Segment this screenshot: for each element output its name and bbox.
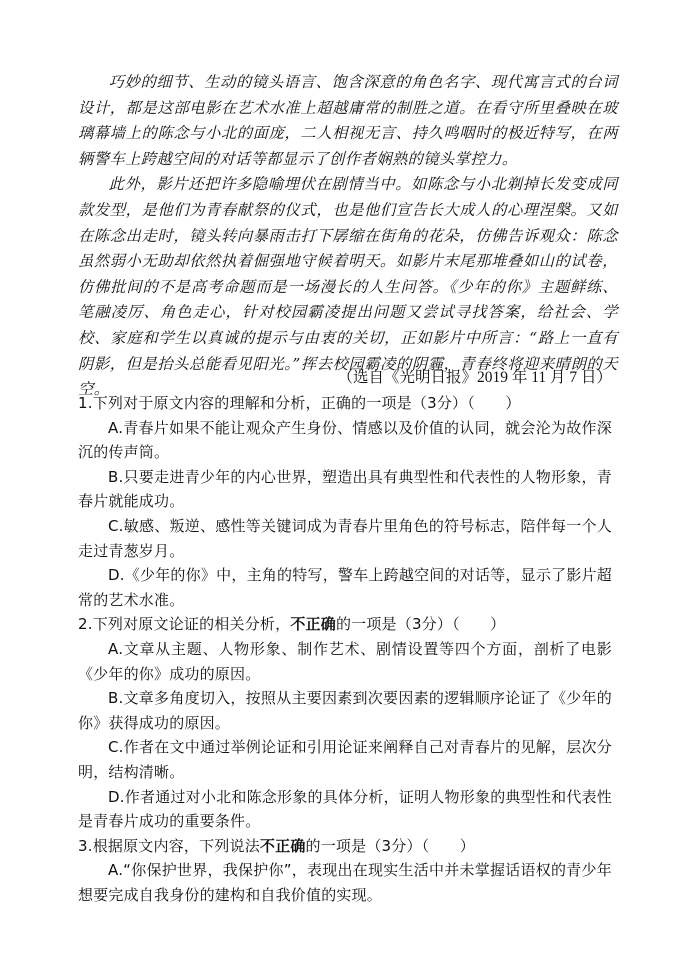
- question-1: [78, 391, 612, 612]
- question-2-option-a[interactable]: A.文章从主题、人物形象、制作艺术、剧情设置等四个方面，剖析了电影《少年的你》成功的原因。: [78, 639, 612, 683]
- question-1-option-c[interactable]: C.敏感、叛逆、感性等关键词成为青春片里角色的符号标志，陪伴每一个人走过青葱岁月。: [78, 516, 612, 560]
- question-1-option-b[interactable]: B.只要走进青少年的内心世界，塑造出具有典型性和代表性的人物形象，青春片就能成功。: [78, 467, 612, 511]
- reading-passage: [78, 70, 618, 403]
- question-3: [78, 834, 612, 908]
- question-3-option-a[interactable]: A.“你保护世界，我保护你”，表现出在现实生活中并未掌握话语权的青少年想要完成自我身份的建构和自我价值的实现。: [78, 861, 612, 904]
- question-list: [78, 391, 612, 907]
- passage-source: （选自《光明日报》2019 年 11 月 7 日）: [337, 369, 612, 386]
- question-2-option-c[interactable]: C.作者在文中通过举例论证和引用论证来阐释自己对青春片的见解，层次分明，结构清晰。: [78, 738, 612, 781]
- question-3-stem: 3.根据原文内容，下列说法不正确的一项是（3分）（ ）: [78, 836, 475, 855]
- question-2-option-d[interactable]: D.作者通过对小北和陈念形象的具体分析，证明人物形象的典型性和代表性是青春片成功的重要条件。: [78, 787, 612, 831]
- question-2-emphasis: 不正确: [290, 615, 336, 634]
- question-1-option-d[interactable]: D.《少年的你》中，主角的特写，警车上跨越空间的对话等，显示了影片超常的艺术水准。: [78, 566, 612, 609]
- question-2-stem: 2.下列对原文论证的相关分析，不正确的一项是（3分）（ ）: [78, 615, 506, 634]
- passage-paragraph-1: 巧妙的细节、生动的镜头语言、饱含深意的角色名字、现代寓言式的台词设计，都是这部电影在艺术水准上超越庸常的制胜之道。在看守所里叠映在玻璃幕墙上的陈念与小北的面庞，二人相视无言、持久鸣咽时的极近特写，在两辆警车上跨越空间的对话等都显示了创作者娴熟的镜头掌控力。: [78, 73, 618, 168]
- question-2-option-b[interactable]: B.文章多角度切入，按照从主要因素到次要因素的逻辑顺序论证了《少年的你》获得成功的原因。: [78, 689, 612, 732]
- question-3-emphasis: 不正确: [259, 836, 306, 855]
- passage-paragraph-2: 此外，影片还把许多隐喻埋伏在剧情当中。如陈念与小北剃掉长发变成同款发型，是他们为青春献祭的仪式，也是他们宣告长大成人的心理涅槃。又如在陈念出走时，镜头转向暴雨击打下孱缩在街角的花朵，仿佛告诉观众：陈念虽然弱小无助却依然执着倔强地守候着明天。如影片末尾那堆叠如山的试卷，仿佛批间的不是高考命题而是一场漫长的人生问答。《少年的你》主题鲜练、笔融凌厉、角色走心，针对校园霸凌提出问题又尝试寻找答案，给社会、学校、家庭和学生以真诚的提示与由衷的关切，正如影片中所言：“路上一直有阴影，但是抬头总能看见阳光。”挥去校园霸凌的阴霾，青春终将迎来晴朗的天空。: [78, 175, 618, 399]
- question-1-stem: 1.下列对于原文内容的理解和分析，正确的一项是（3分）（ ）: [78, 394, 521, 412]
- question-2: [78, 612, 612, 833]
- question-1-option-a[interactable]: A.青春片如果不能让观众产生身份、情感以及价值的认同，就会沦为故作深沉的传声筒。: [78, 418, 612, 462]
